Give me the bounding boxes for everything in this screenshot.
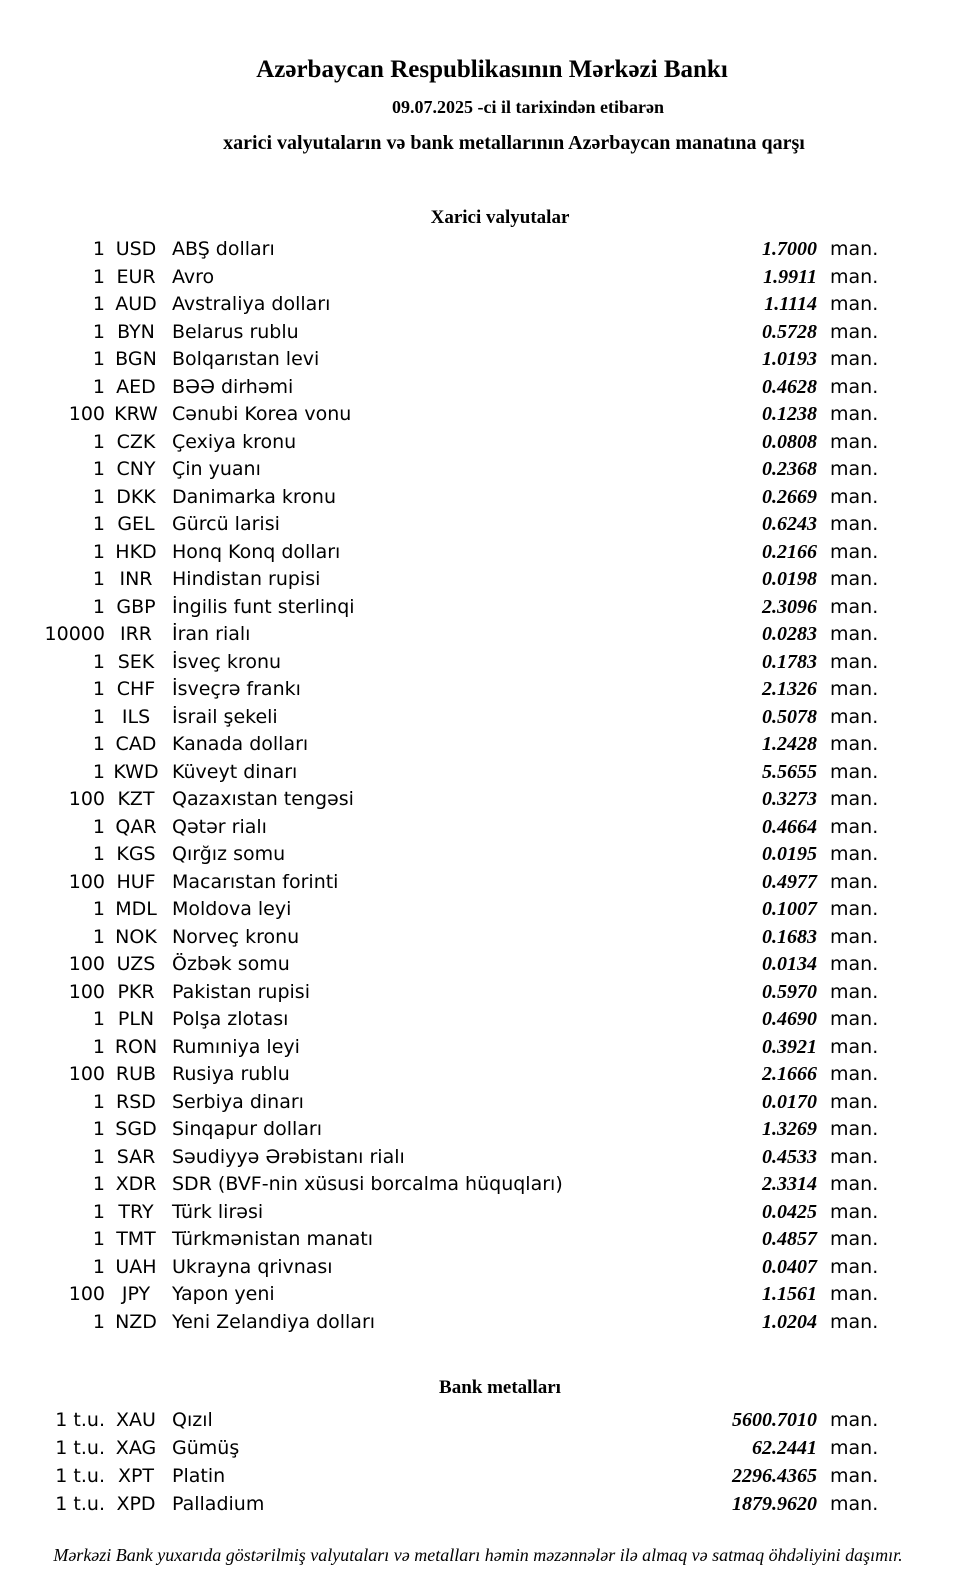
currency-name-cell: Rumıniya leyi: [172, 1035, 300, 1058]
currency-code-cell: RUB: [115, 1063, 157, 1085]
rate-value-cell: 1.0193: [762, 348, 817, 370]
quantity-cell: 1: [92, 843, 105, 865]
currency-name-cell: Moldova leyi: [172, 898, 292, 920]
currency-name-cell: Rusiya rublu: [172, 1063, 290, 1085]
unit-label-cell: man.: [830, 568, 879, 590]
unit-label-cell: man.: [830, 1035, 879, 1058]
table-row: [0, 1226, 956, 1254]
rate-value-cell: 0.0170: [762, 1090, 817, 1113]
unit-label-cell: man.: [830, 1228, 879, 1250]
table-row: [0, 896, 956, 924]
table-row: [0, 924, 956, 952]
document-subtitle: xarici valyutaların və bank metallarının Azərbaycan manatına qarşı: [223, 132, 805, 154]
quantity-cell: 1: [92, 1200, 105, 1223]
quantity-cell: 1 t.u.: [55, 1409, 105, 1431]
rate-value-cell: 0.1007: [762, 898, 817, 920]
unit-label-cell: man.: [830, 458, 879, 480]
unit-label-cell: man.: [830, 595, 879, 618]
currency-code-cell: EUR: [116, 265, 156, 288]
rate-value-cell: 0.4977: [762, 870, 817, 893]
unit-label-cell: man.: [830, 1255, 879, 1278]
currency-name-cell: İsveç kronu: [172, 650, 282, 673]
table-row: [0, 1116, 956, 1144]
currency-code-cell: NOK: [115, 925, 157, 948]
quantity-cell: 1: [92, 1255, 105, 1278]
table-row: [0, 1462, 956, 1490]
unit-label-cell: man.: [830, 1090, 879, 1113]
currency-code-cell: NZD: [115, 1310, 157, 1333]
quantity-cell: 100: [68, 403, 105, 425]
rate-value-cell: 0.5970: [762, 980, 817, 1003]
currency-code-cell: KRW: [114, 403, 158, 425]
currency-name-cell: Pakistan rupisi: [172, 980, 310, 1003]
quantity-cell: 100: [68, 980, 105, 1003]
table-row: [0, 374, 956, 402]
currency-name-cell: Avstraliya dolları: [172, 293, 331, 315]
unit-label-cell: man.: [830, 320, 879, 343]
currency-name-cell: BƏƏ dirhəmi: [172, 375, 294, 398]
table-row: [0, 704, 956, 732]
rate-value-cell: 0.0134: [762, 953, 817, 975]
quantity-cell: 1: [92, 760, 105, 783]
currency-code-cell: USD: [115, 238, 157, 260]
rate-value-cell: 2.3096: [762, 595, 817, 618]
effective-date-line: 09.07.2025 -ci il tarixindən etibarən: [392, 97, 664, 117]
currency-code-cell: SAR: [116, 1145, 156, 1168]
quantity-cell: 10000: [44, 623, 105, 645]
quantity-cell: 100: [68, 870, 105, 893]
currency-code-cell: TRY: [118, 1200, 154, 1223]
currency-code-cell: ILS: [121, 705, 151, 728]
rate-value-cell: 5.5655: [762, 760, 817, 783]
rate-value-cell: 62.2441: [752, 1437, 817, 1459]
currency-code-cell: KZT: [117, 788, 155, 810]
table-row: [0, 594, 956, 622]
currency-code-cell: TMT: [116, 1228, 156, 1250]
unit-label-cell: man.: [830, 843, 879, 865]
currency-code-cell: DKK: [116, 485, 156, 508]
rate-value-cell: 0.1783: [762, 650, 817, 673]
currency-name-cell: Cənubi Korea vonu: [172, 403, 352, 425]
metal-name-cell: Platin: [172, 1465, 226, 1487]
quantity-cell: 100: [68, 953, 105, 975]
quantity-cell: 100: [68, 1063, 105, 1085]
currency-name-cell: Gürcü larisi: [172, 513, 280, 535]
table-row: [0, 1434, 956, 1462]
table-row: [0, 264, 956, 292]
quantity-cell: 1 t.u.: [55, 1465, 105, 1487]
currency-name-cell: Türk lirəsi: [172, 1200, 264, 1223]
table-row: [0, 951, 956, 979]
unit-label-cell: man.: [830, 1173, 879, 1195]
table-row: [0, 731, 956, 759]
currency-name-cell: SDR (BVF-nin xüsusi borcalma hüquqları): [172, 1173, 563, 1195]
currency-name-cell: İsveçrə frankı: [172, 678, 301, 700]
footer-note: Mərkəzi Bank yuxarıda göstərilmiş valyutaları və metalları həmin məzənnələr ilə almaq və satmaq öhdəliyini daşımır.: [53, 1545, 903, 1565]
unit-label-cell: man.: [830, 788, 879, 810]
quantity-cell: 1: [92, 705, 105, 728]
table-row: [0, 1309, 956, 1337]
quantity-cell: 1: [92, 568, 105, 590]
currency-name-cell: Qırğız somu: [172, 843, 286, 865]
rate-value-cell: 0.3921: [762, 1035, 817, 1058]
rate-value-cell: 0.6243: [762, 513, 817, 535]
unit-label-cell: man.: [830, 1493, 879, 1515]
unit-label-cell: man.: [830, 1063, 879, 1085]
table-row: [0, 236, 956, 264]
currency-name-cell: Bolqarıstan levi: [172, 348, 320, 370]
currency-rates-table: [0, 236, 956, 1336]
quantity-cell: 1 t.u.: [55, 1493, 105, 1515]
rate-value-cell: 0.4664: [762, 815, 817, 838]
currency-code-cell: UZS: [116, 953, 156, 975]
quantity-cell: 1: [92, 430, 105, 453]
table-row: [0, 1006, 956, 1034]
currency-name-cell: Sinqapur dolları: [172, 1118, 323, 1140]
quantity-cell: 1: [92, 678, 105, 700]
table-row: [0, 814, 956, 842]
rate-value-cell: 0.0283: [762, 623, 817, 645]
unit-label-cell: man.: [830, 870, 879, 893]
table-row: [0, 456, 956, 484]
quantity-cell: 1: [92, 1008, 105, 1030]
unit-label-cell: man.: [830, 485, 879, 508]
table-row: [0, 346, 956, 374]
quantity-cell: 100: [68, 788, 105, 810]
table-row: [0, 869, 956, 897]
rate-value-cell: 1879.9620: [732, 1493, 817, 1515]
unit-label-cell: man.: [830, 265, 879, 288]
quantity-cell: 100: [68, 1283, 105, 1305]
unit-label-cell: man.: [830, 623, 879, 645]
table-row: [0, 1061, 956, 1089]
quantity-cell: 1: [92, 1090, 105, 1113]
quantity-cell: 1: [92, 293, 105, 315]
metal-code-cell: XAG: [115, 1437, 157, 1459]
rate-value-cell: 1.9911: [763, 265, 817, 288]
rate-value-cell: 0.0425: [762, 1200, 817, 1223]
currency-name-cell: Macarıstan forinti: [172, 870, 339, 893]
rate-value-cell: 0.2166: [762, 540, 817, 563]
rate-value-cell: 0.5078: [762, 705, 817, 728]
currency-name-cell: Səudiyyə Ərəbistanı rialı: [172, 1145, 405, 1168]
currency-code-cell: BYN: [117, 320, 155, 343]
currency-name-cell: Avro: [172, 265, 215, 288]
metal-code-cell: XPT: [117, 1465, 155, 1487]
table-row: [0, 319, 956, 347]
quantity-cell: 1: [92, 1173, 105, 1195]
currency-name-cell: Danimarka kronu: [172, 485, 337, 508]
currency-code-cell: INR: [119, 568, 153, 590]
table-row: [0, 1199, 956, 1227]
table-row: [0, 1144, 956, 1172]
currency-name-cell: Yeni Zelandiya dolları: [172, 1310, 376, 1333]
unit-label-cell: man.: [830, 1465, 879, 1487]
quantity-cell: 1: [92, 375, 105, 398]
unit-label-cell: man.: [830, 1008, 879, 1030]
quantity-cell: 1: [92, 1118, 105, 1140]
table-row: [0, 511, 956, 539]
unit-label-cell: man.: [830, 403, 879, 425]
quantity-cell: 1: [92, 650, 105, 673]
currency-code-cell: PLN: [117, 1008, 155, 1030]
table-row: [0, 1490, 956, 1518]
unit-label-cell: man.: [830, 1310, 879, 1333]
unit-label-cell: man.: [830, 678, 879, 700]
unit-label-cell: man.: [830, 898, 879, 920]
currency-name-cell: Kanada dolları: [172, 733, 309, 755]
quantity-cell: 1: [92, 265, 105, 288]
unit-label-cell: man.: [830, 293, 879, 315]
currency-code-cell: CAD: [115, 733, 157, 755]
rate-value-cell: 0.3273: [762, 788, 817, 810]
rate-value-cell: 0.1683: [762, 925, 817, 948]
rate-value-cell: 0.4533: [762, 1145, 817, 1168]
document-header: [0, 0, 956, 156]
rate-value-cell: 2296.4365: [732, 1465, 817, 1487]
currency-code-cell: RON: [114, 1035, 158, 1058]
quantity-cell: 1: [92, 320, 105, 343]
quantity-cell: 1 t.u.: [55, 1437, 105, 1459]
unit-label-cell: man.: [830, 238, 879, 260]
table-row: [0, 841, 956, 869]
rate-value-cell: 1.1114: [764, 293, 817, 315]
currency-name-cell: ABŞ dolları: [172, 238, 275, 260]
currency-code-cell: PKR: [117, 980, 155, 1003]
unit-label-cell: man.: [830, 1437, 879, 1459]
currency-code-cell: MDL: [115, 898, 157, 920]
unit-label-cell: man.: [830, 1409, 879, 1431]
rate-value-cell: 0.0198: [762, 568, 817, 590]
unit-label-cell: man.: [830, 953, 879, 975]
table-row: [0, 621, 956, 649]
currency-name-cell: Ukrayna qrivnası: [172, 1255, 333, 1278]
unit-label-cell: man.: [830, 760, 879, 783]
currency-name-cell: Norveç kronu: [172, 925, 300, 948]
metal-name-cell: Qızıl: [172, 1409, 213, 1431]
unit-label-cell: man.: [830, 1118, 879, 1140]
currency-name-cell: İsrail şekeli: [172, 705, 278, 728]
table-row: [0, 979, 956, 1007]
table-row: [0, 291, 956, 319]
quantity-cell: 1: [92, 540, 105, 563]
unit-label-cell: man.: [830, 1283, 879, 1305]
table-row: [0, 1034, 956, 1062]
currency-name-cell: Belarus rublu: [172, 320, 299, 343]
quantity-cell: 1: [92, 733, 105, 755]
currency-code-cell: GBP: [116, 595, 156, 618]
currency-code-cell: SGD: [115, 1118, 157, 1140]
currency-name-cell: Çin yuanı: [172, 458, 261, 480]
quantity-cell: 1: [92, 898, 105, 920]
quantity-cell: 1: [92, 1228, 105, 1250]
unit-label-cell: man.: [830, 650, 879, 673]
table-row: [0, 566, 956, 594]
currency-code-cell: AUD: [115, 293, 157, 315]
quantity-cell: 1: [92, 1145, 105, 1168]
currency-name-cell: Yapon yeni: [172, 1283, 275, 1305]
table-row: [0, 1406, 956, 1434]
rate-value-cell: 1.2428: [762, 733, 817, 755]
table-row: [0, 1089, 956, 1117]
table-row: [0, 484, 956, 512]
unit-label-cell: man.: [830, 348, 879, 370]
currency-name-cell: Honq Konq dolları: [172, 540, 341, 563]
table-row: [0, 759, 956, 787]
quantity-cell: 1: [92, 595, 105, 618]
metal-code-cell: XPD: [116, 1493, 156, 1515]
unit-label-cell: man.: [830, 705, 879, 728]
unit-label-cell: man.: [830, 980, 879, 1003]
metal-name-cell: Palladium: [172, 1493, 265, 1515]
unit-label-cell: man.: [830, 1200, 879, 1223]
currency-name-cell: Çexiya kronu: [172, 430, 297, 453]
currency-code-cell: CZK: [116, 430, 156, 453]
section-title-metals: Bank metalları: [439, 1377, 561, 1398]
currency-code-cell: QAR: [115, 815, 157, 838]
quantity-cell: 1: [92, 348, 105, 370]
rate-value-cell: 0.0808: [762, 430, 817, 453]
currency-code-cell: CHF: [116, 678, 156, 700]
unit-label-cell: man.: [830, 513, 879, 535]
currency-code-cell: XDR: [115, 1173, 157, 1195]
table-row: [0, 1281, 956, 1309]
metal-rates-table: [0, 1406, 956, 1518]
unit-label-cell: man.: [830, 430, 879, 453]
rate-value-cell: 2.1326: [762, 678, 817, 700]
rate-value-cell: 1.7000: [762, 238, 817, 260]
unit-label-cell: man.: [830, 375, 879, 398]
unit-label-cell: man.: [830, 540, 879, 563]
currency-name-cell: İran rialı: [172, 623, 251, 645]
unit-label-cell: man.: [830, 733, 879, 755]
rate-value-cell: 2.1666: [762, 1063, 817, 1085]
rate-value-cell: 5600.7010: [732, 1409, 817, 1431]
quantity-cell: 1: [92, 458, 105, 480]
quantity-cell: 1: [92, 1035, 105, 1058]
page-title: Azərbaycan Respublikasının Mərkəzi Bankı: [256, 56, 728, 83]
quantity-cell: 1: [92, 1310, 105, 1333]
table-row: [0, 429, 956, 457]
currency-code-cell: CNY: [116, 458, 156, 480]
currency-name-cell: Polşa zlotası: [172, 1008, 289, 1030]
currency-name-cell: İngilis funt sterlinqi: [172, 595, 355, 618]
currency-code-cell: KGS: [116, 843, 156, 865]
currency-code-cell: BGN: [115, 348, 157, 370]
currency-name-cell: Türkmənistan manatı: [172, 1228, 374, 1250]
rate-value-cell: 0.0407: [762, 1255, 817, 1278]
rate-value-cell: 2.3314: [762, 1173, 817, 1195]
currency-name-cell: Qətər rialı: [172, 815, 267, 838]
quantity-cell: 1: [92, 485, 105, 508]
rate-value-cell: 1.0204: [762, 1310, 817, 1333]
quantity-cell: 1: [92, 815, 105, 838]
unit-label-cell: man.: [830, 1145, 879, 1168]
currency-name-cell: Özbək somu: [172, 953, 290, 975]
rate-value-cell: 0.1238: [762, 403, 817, 425]
metal-name-cell: Gümüş: [172, 1437, 240, 1459]
table-row: [0, 539, 956, 567]
currency-code-cell: SEK: [117, 650, 155, 673]
quantity-cell: 1: [92, 925, 105, 948]
currency-name-cell: Qazaxıstan tengəsi: [172, 788, 354, 810]
currency-code-cell: UAH: [115, 1255, 157, 1278]
rate-value-cell: 0.5728: [762, 320, 817, 343]
unit-label-cell: man.: [830, 815, 879, 838]
table-row: [0, 786, 956, 814]
rate-value-cell: 1.3269: [762, 1118, 817, 1140]
table-row: [0, 676, 956, 704]
currency-code-cell: AED: [116, 375, 156, 398]
rate-value-cell: 0.2368: [762, 458, 817, 480]
rate-value-cell: 0.0195: [762, 843, 817, 865]
rate-value-cell: 0.4690: [762, 1008, 817, 1030]
currency-code-cell: HUF: [116, 870, 156, 893]
table-row: [0, 1254, 956, 1282]
currency-name-cell: Küveyt dinarı: [172, 760, 298, 783]
currency-code-cell: JPY: [121, 1283, 151, 1305]
rate-value-cell: 0.2669: [762, 485, 817, 508]
table-row: [0, 649, 956, 677]
currency-code-cell: KWD: [113, 760, 159, 783]
quantity-cell: 1: [92, 238, 105, 260]
section-title-currencies: Xarici valyutalar: [430, 207, 570, 228]
quantity-cell: 1: [92, 513, 105, 535]
rate-value-cell: 0.4857: [762, 1228, 817, 1250]
metal-code-cell: XAU: [116, 1409, 156, 1431]
currency-code-cell: RSD: [116, 1090, 156, 1113]
table-row: [0, 401, 956, 429]
currency-code-cell: HKD: [115, 540, 157, 563]
currency-name-cell: Serbiya dinarı: [172, 1090, 304, 1113]
rate-value-cell: 1.1561: [762, 1283, 817, 1305]
table-row: [0, 1171, 956, 1199]
currency-code-cell: GEL: [117, 513, 155, 535]
currency-code-cell: IRR: [119, 623, 152, 645]
rate-value-cell: 0.4628: [762, 375, 817, 398]
currency-name-cell: Hindistan rupisi: [172, 568, 321, 590]
unit-label-cell: man.: [830, 925, 879, 948]
